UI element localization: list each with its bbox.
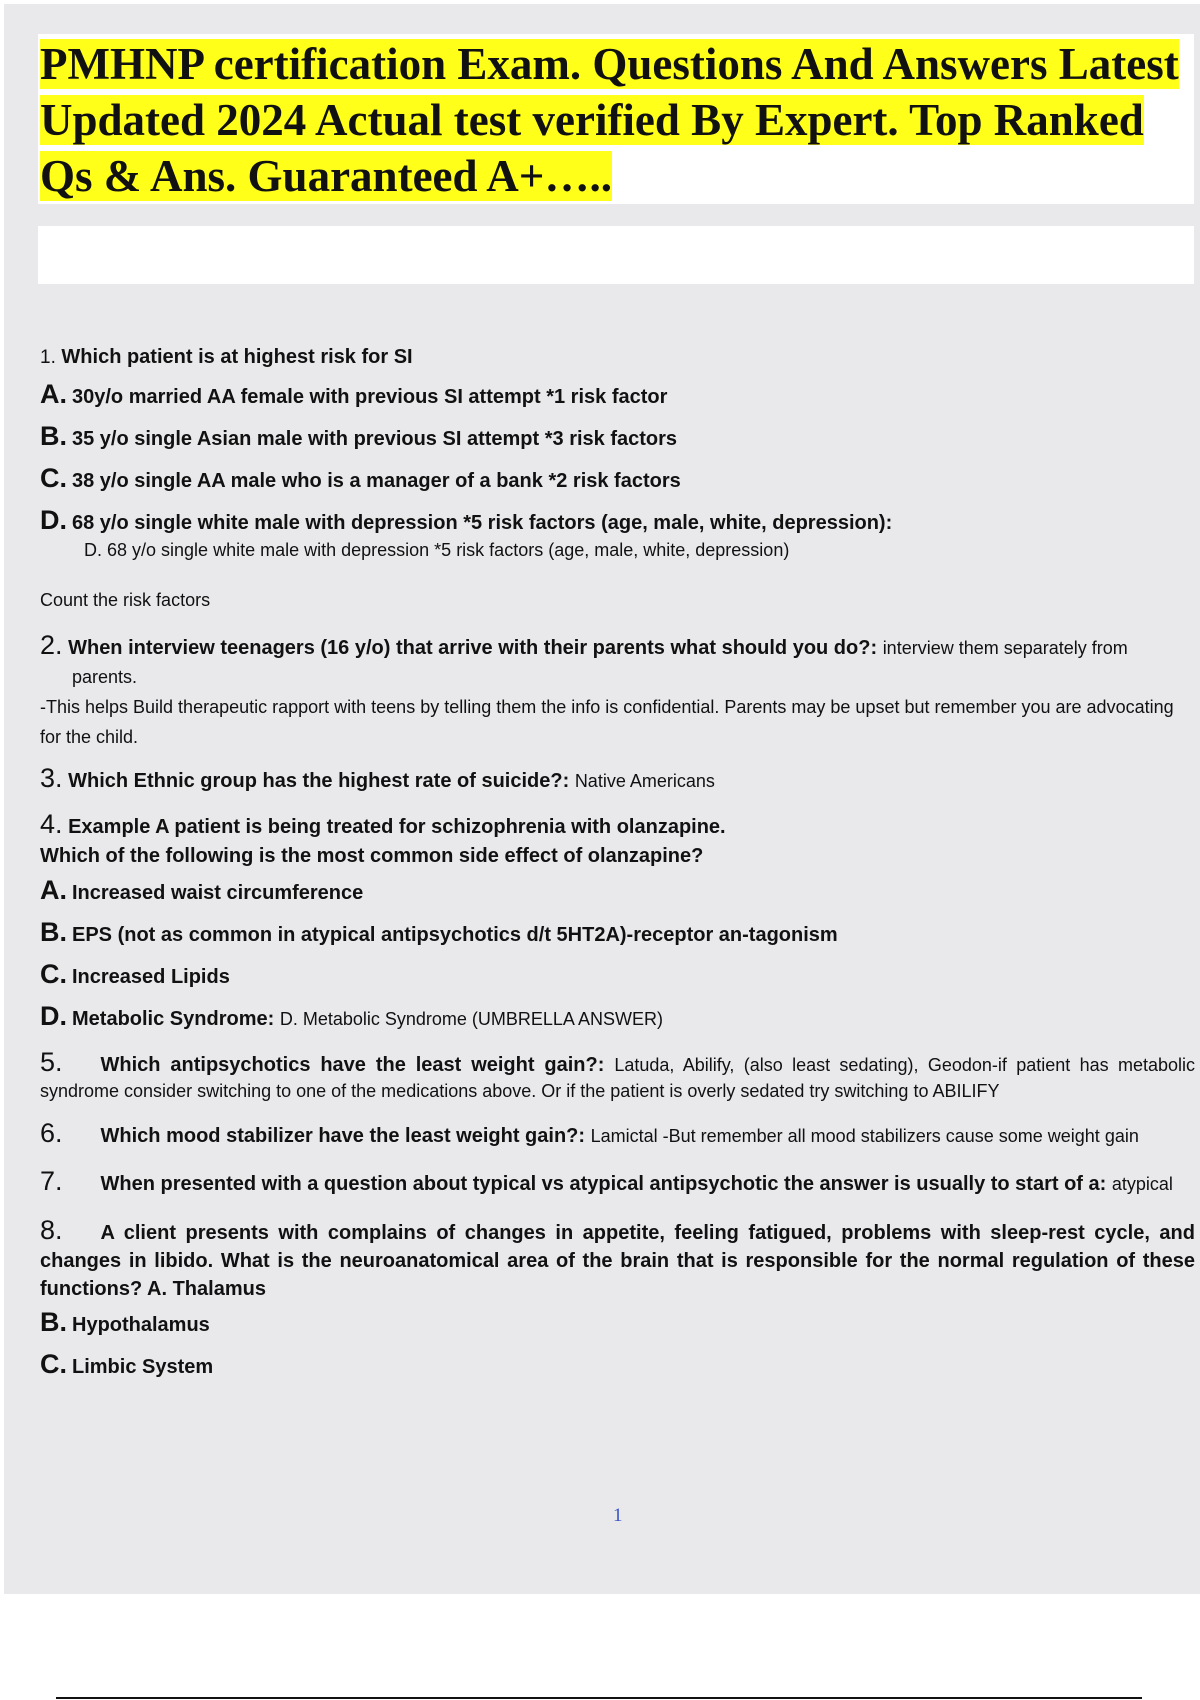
note-count-risk-factors: Count the risk factors (40, 590, 211, 610)
question-text: Which patient is at highest risk for SI (61, 346, 413, 368)
question-8: 8. A client presents with complains of changes in appetite, feeling fatigued, problems with sleep-rest cycle, and changes in libido. What is the neuroanatomical area of the brain that is responsible for the normal regulation of these functions? A. Thalamus B. Hypothalamus C. Limbic System (40, 1216, 1195, 1387)
answer-text: Lamictal -But remember all mood stabilizers cause some weight gain (590, 1126, 1139, 1146)
option-c: C. Limbic System (40, 1349, 214, 1379)
question-list (40, 340, 1195, 1387)
question-number: 1. (40, 347, 56, 368)
footer-divider (56, 1697, 1142, 1699)
answer-text: atypical (1111, 1174, 1173, 1194)
option-d: D. 68 y/o single white male with depression *5 risk factors (age, male, white, depression): (40, 505, 893, 535)
explanation: -This helps Build therapeutic rapport with teens by telling them the info is confidential. Parents may be upset but remember you are advocating for the child. (40, 697, 1174, 747)
option-a: A. 30y/o married AA female with previous SI attempt *1 risk factor (40, 379, 668, 409)
option-c: C. Increased Lipids (40, 959, 230, 989)
question-6: 6. Which mood stabilizer have the least weight gain?: Lamictal -But remember all mood stabilizers cause some weight gain (40, 1118, 1139, 1148)
option-a: A. Increased waist circumference (40, 875, 364, 905)
answer-text: Native Americans (574, 771, 715, 791)
question-3: 3. Which Ethnic group has the highest rate of suicide?: Native Americans (40, 763, 715, 793)
question-4: 4. Example A patient is being treated for schizophrenia with olanzapine. Which of the following is the most common side effect of olanzapine? A. Increased waist circumference B. EPS (not as common in atypical antipsychotics d/t 5HT2A)-receptor an-tagonism C. Increased Lipids D. Metabolic Syndrome: D. Metabolic Syndrome (UMBRELLA ANSWER) (40, 810, 1195, 1039)
option-b: B. 35 y/o single Asian male with previous SI attempt *3 risk factors (40, 421, 678, 451)
answer-text-visible (84, 537, 1195, 563)
answer-text: Latuda, Abilify, (also least sedating), Geodon-if patient has metabolic syndrome consider switching to one of the medications above. Or if the patient is overly sedated try switching to ABILIFY (40, 1055, 1195, 1101)
question-5: 5. Which antipsychotics have the least weight gain?: Latuda, Abilify, (also least sedating), Geodon-if patient has metabolic syndrome consider switching to one of the medications above. Or if the patient is overly sedated try switching to ABILIFY (40, 1047, 1195, 1101)
option-b: B. EPS (not as common in atypical antipsychotics d/t 5HT2A)-receptor an-tagonism (40, 917, 838, 947)
answer-text: interview them separately from parents. (72, 638, 1128, 687)
answer-d-line: D. 68 y/o single white male with depression *5 risk factors (age, male, white, depression) (84, 540, 790, 560)
option-b: B. Hypothalamus (40, 1307, 210, 1337)
question-7: 7. When presented with a question about typical vs atypical antipsychotic the answer is usually to start of a: atypical (40, 1166, 1173, 1196)
option-d: D. Metabolic Syndrome: D. Metabolic Syndrome (UMBRELLA ANSWER) (40, 1001, 663, 1031)
question-1 (40, 340, 1195, 563)
option-c: C. 38 y/o single AA male who is a manager of a bank *2 risk factors (40, 463, 681, 493)
answer-text: D. Metabolic Syndrome (UMBRELLA ANSWER) (279, 1009, 663, 1029)
page-number: 1 (613, 1505, 623, 1526)
blank-banner (38, 226, 1194, 284)
question-2: 2. When interview teenagers (16 y/o) that arrive with their parents what should you do?: interview them separately from parents. -This helps Build therapeutic rapport with teens by telling them the info is confidential. Parents may be upset but remember you are advocating for the child. (40, 631, 1195, 752)
document-title: PMHNP certification Exam. Questions And Answers Latest Updated 2024 Actual test verified By Expert. Top Ranked Qs & Ans. Guaranteed A+….. (40, 39, 1179, 201)
